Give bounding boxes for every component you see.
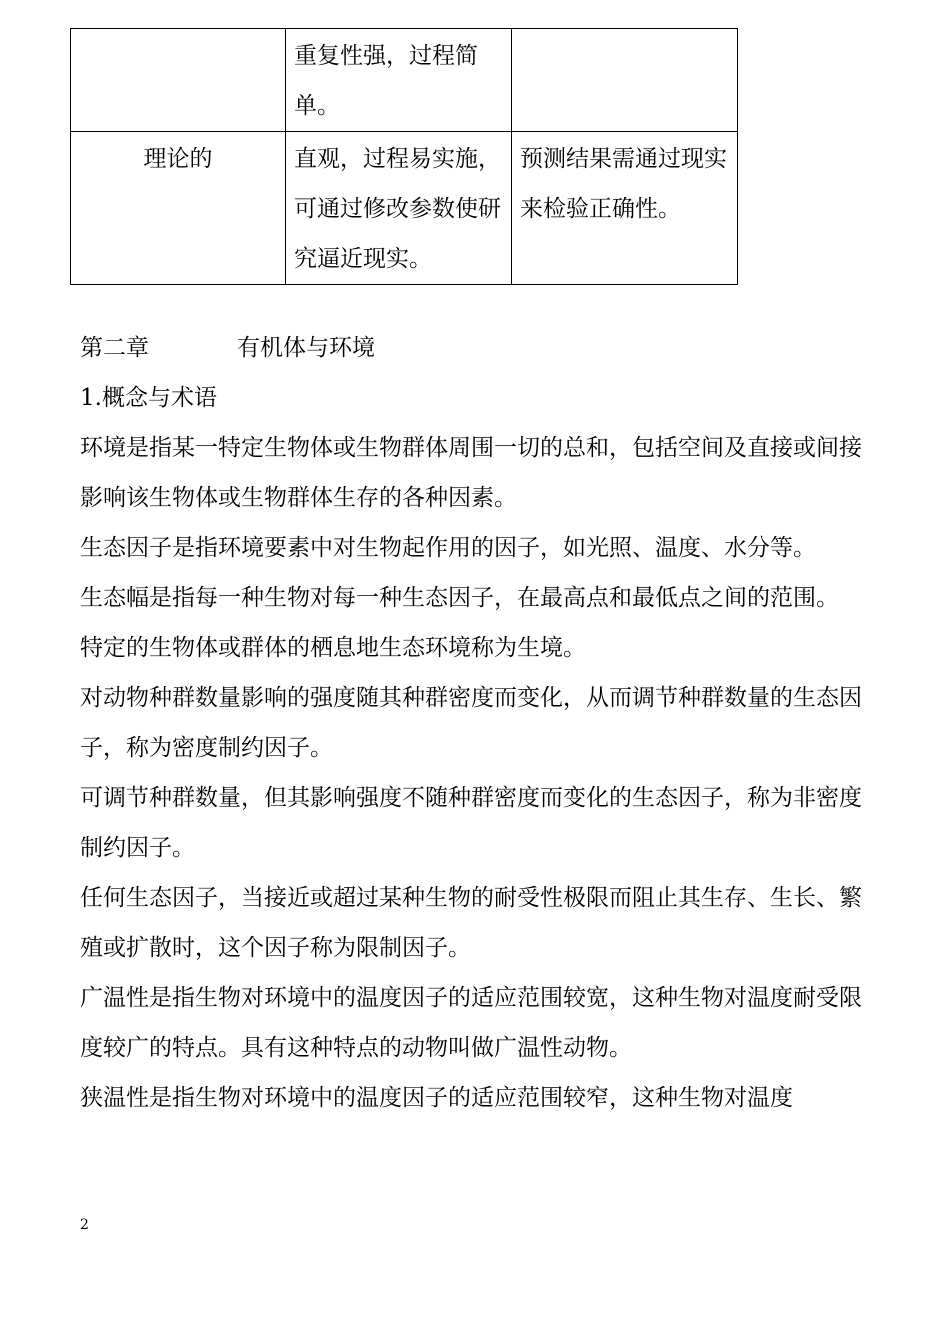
chapter-number: 第二章 xyxy=(80,335,149,361)
section-heading: 1.概念与术语 xyxy=(80,385,217,411)
page-number: 2 xyxy=(80,1217,89,1233)
table-row xyxy=(71,29,738,132)
paragraph: 特定的生物体或群体的栖息地生态环境称为生境。 xyxy=(80,635,586,661)
paragraph: 任何生态因子，当接近或超过某种生物的耐受性极限而阻止其生存、生长、繁殖或扩散时，这个因子称为限制因子。 xyxy=(80,885,862,961)
paragraph: 生态幅是指每一种生物对每一种生态因子，在最高点和最低点之间的范围。 xyxy=(80,585,839,611)
table-cell: 重复性强，过程简单。 xyxy=(286,29,512,132)
table-cell xyxy=(512,29,738,132)
paragraph: 环境是指某一特定生物体或生物群体周围一切的总和，包括空间及直接或间接影响该生物体或生物群体生存的各种因素。 xyxy=(80,435,862,511)
table-cell xyxy=(71,29,286,132)
body-text xyxy=(80,323,872,1123)
table-cell: 理论的 xyxy=(71,132,286,285)
paragraph: 狭温性是指生物对环境中的温度因子的适应范围较窄，这种生物对温度 xyxy=(80,1085,793,1111)
paragraph: 广温性是指生物对环境中的温度因子的适应范围较宽，这种生物对温度耐受限度较广的特点。具有这种特点的动物叫做广温性动物。 xyxy=(80,985,862,1061)
comparison-table xyxy=(70,28,738,285)
paragraph: 对动物种群数量影响的强度随其种群密度而变化，从而调节种群数量的生态因子，称为密度制约因子。 xyxy=(80,685,862,761)
paragraph: 可调节种群数量，但其影响强度不随种群密度而变化的生态因子，称为非密度制约因子。 xyxy=(80,785,862,861)
table-cell: 预测结果需通过现实来检验正确性。 xyxy=(512,132,738,285)
paragraph: 生态因子是指环境要素中对生物起作用的因子，如光照、温度、水分等。 xyxy=(80,535,816,561)
table-cell: 直观，过程易实施，可通过修改参数使研究逼近现实。 xyxy=(286,132,512,285)
chapter-heading xyxy=(80,323,872,373)
chapter-title: 有机体与环境 xyxy=(237,335,375,361)
table-row xyxy=(71,132,738,285)
